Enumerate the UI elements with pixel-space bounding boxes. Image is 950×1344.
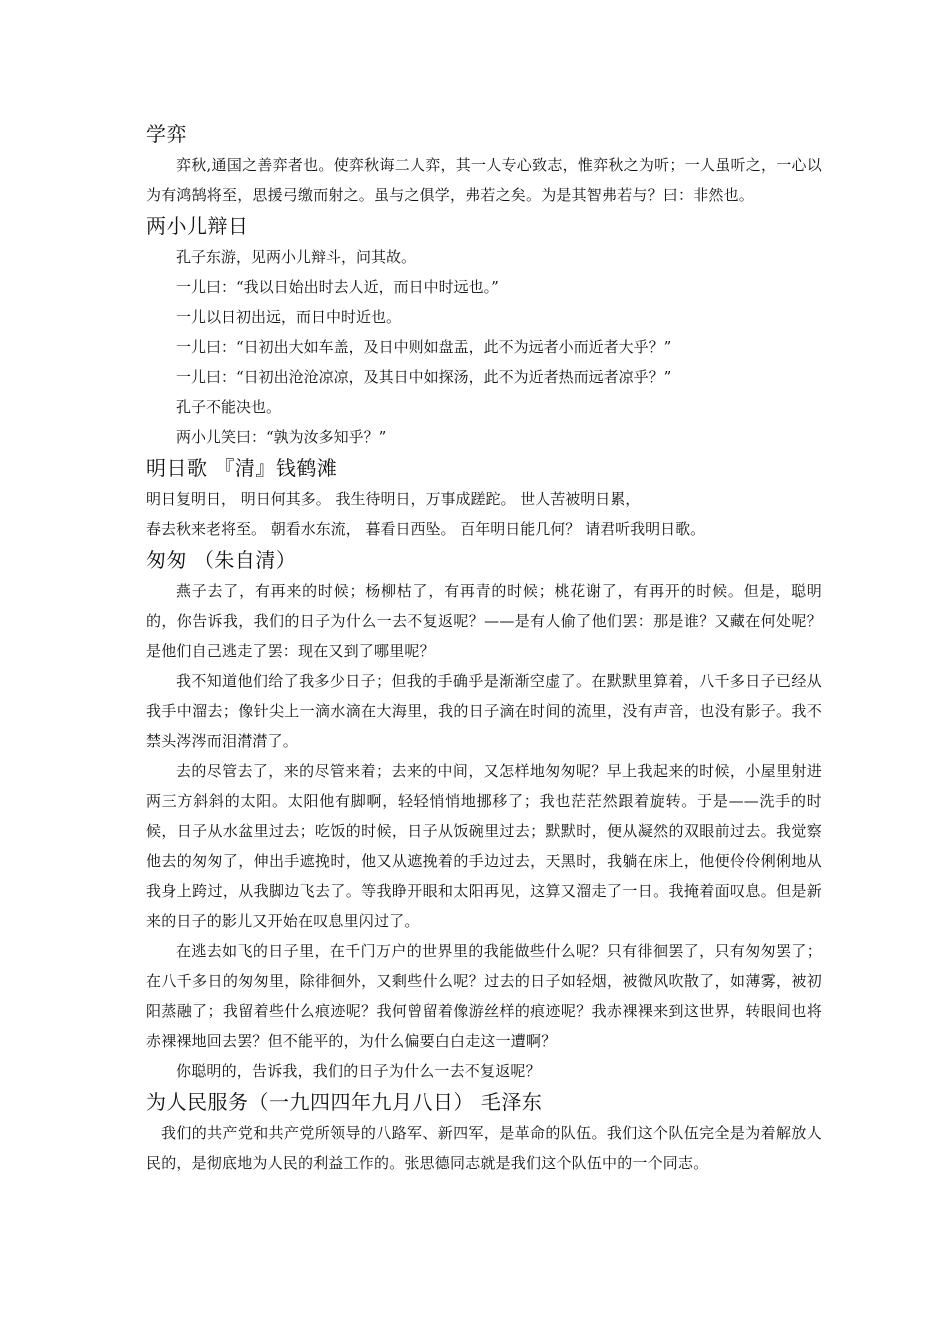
paragraph-xueyi: 弈秋,通国之善弈者也。使弈秋诲二人弈，其一人专心致志，惟弈秋之为听；一人虽听之，一心以为有鸿鹄将至，思援弓缴而射之。虽与之俱学，弗若之矣。为是其智弗若与？曰：非然也。 [146, 156, 822, 204]
text-line: 一儿曰：“我以日始出时去人近，而日中时远也。” [176, 278, 499, 296]
paragraph-congcong: 燕子去了，有再来的时候；杨柳枯了，有再青的时候；桃花谢了，有再开的时候。但是，聪明的，你告诉我，我们的日子为什么一去不复返呢？——是有人偷了他们罢：那是谁？又藏在何处呢？是他们自己逃走了罢：现在又到了哪里呢？ [146, 582, 822, 660]
paragraph-congcong: 我不知道他们给了我多少日子；但我的手确乎是渐渐空虚了。在默默里算着，八千多日子已经从我手中溜去；像针尖上一滴水滴在大海里，我的日子滴在时间的流里，没有声音，也没有影子。我不禁头涔涔而泪潸潸了。 [146, 672, 822, 750]
poem-line: 明日复明日， 明日何其多。 我生待明日，万事成蹉跎。 世人苦被明日累， [146, 490, 641, 508]
poem-line: 春去秋来老将至。 朝看水东流， 暮看日西坠。 百年明日能几何？ 请君听我明日歌。 [146, 520, 706, 538]
section-title-weirenmin: 为人民服务（一九四四年九月八日） 毛泽东 [146, 1090, 543, 1114]
section-title-xueyi: 学弈 [146, 122, 187, 146]
section-title-congcong: 匆匆 （朱自清） [146, 548, 297, 572]
text-line: 孔子东游，见两小儿辩斗，问其故。 [176, 248, 417, 266]
text-line: 两小儿笑曰：“孰为汝多知乎？” [176, 428, 387, 446]
paragraph-congcong: 去的尽管去了，来的尽管来着；去来的中间，又怎样地匆匆呢？早上我起来的时候，小屋里射进两三方斜斜的太阳。太阳他有脚啊，轻轻悄悄地挪移了；我也茫茫然跟着旋转。于是——洗手的时候，日子从水盆里过去；吃饭的时候，日子从饭碗里过去；默默时，便从凝然的双眼前过去。我觉察他去的匆匆了，伸出手遮挽时，他又从遮挽着的手边过去，天黑时，我躺在床上，他便伶伶俐俐地从我身上跨过，从我脚边飞去了。等我睁开眼和太阳再见，这算又溜走了一日。我掩着面叹息。但是新来的日子的影儿又开始在叹息里闪过了。 [146, 762, 822, 930]
text-line: 一儿曰：“日初出沧沧凉凉，及其日中如探汤，此不为近者热而远者凉乎？” [176, 368, 672, 386]
paragraph-weirenmin: 我们的共产党和共产党所领导的八路军、新四军，是革命的队伍。我们这个队伍完全是为着解放人民的，是彻底地为人民的利益工作的。张思德同志就是我们这个队伍中的一个同志。 [146, 1124, 822, 1172]
section-title-mingrige: 明日歌 『清』钱鹤滩 [146, 456, 338, 480]
paragraph-congcong: 在逃去如飞的日子里，在千门万户的世界里的我能做些什么呢？只有徘徊罢了，只有匆匆罢了；在八千多日的匆匆里，除徘徊外，又剩些什么呢？过去的日子如轻烟，被微风吹散了，如薄雾，被初阳蒸融了；我留着些什么痕迹呢？我何曾留着像游丝样的痕迹呢？我赤裸裸来到这世界，转眼间也将赤裸裸地回去罢？但不能平的，为什么偏要白白走这一遭啊？ [146, 942, 822, 1050]
paragraph-congcong: 你聪明的，告诉我，我们的日子为什么一去不复返呢？ [176, 1062, 541, 1080]
document-page [146, 118, 822, 1178]
section-title-liangxiaoer: 两小儿辩日 [146, 214, 249, 238]
text-line: 一儿以日初出远，而日中时近也。 [176, 308, 402, 326]
text-line: 一儿曰：“日初出大如车盖，及日中则如盘盂，此不为远者小而近者大乎？” [176, 338, 672, 356]
text-line: 孔子不能决也。 [176, 398, 282, 416]
